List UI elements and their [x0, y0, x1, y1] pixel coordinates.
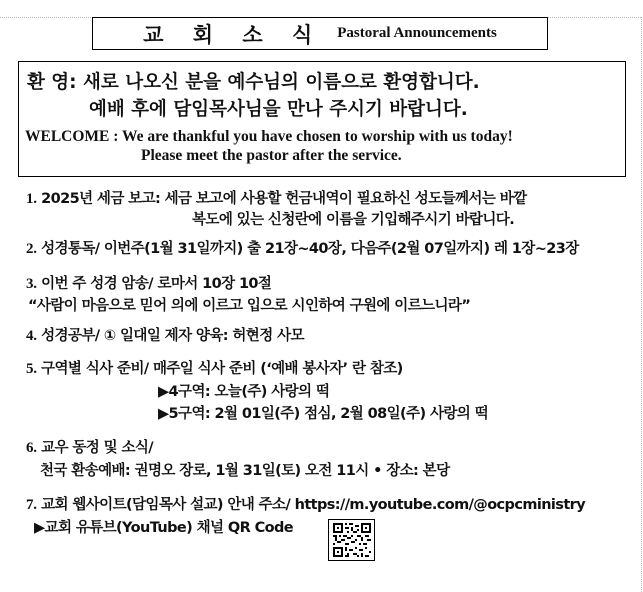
announcement-text: 구역별 식사 준비/ 매주일 식사 준비 (‘예배 봉사자’ 란 참조): [41, 361, 403, 377]
page-title-korean: 교 회 소 식: [143, 22, 324, 47]
qr-code-icon: [333, 523, 371, 557]
announcement-3-line-2: [28, 294, 470, 315]
announcement-7-line-2: [34, 516, 293, 537]
announcement-number: 2.: [26, 241, 37, 257]
welcome-box: [18, 61, 626, 177]
welcome-english-line-1: WELCOME : We are thankful you have chosen to worship with us today!: [25, 128, 513, 145]
announcement-5-line-2: [158, 380, 329, 401]
announcement-6-line-2: [40, 459, 450, 480]
announcement-1-line-2: [192, 208, 514, 229]
announcement-number: 7.: [26, 497, 37, 513]
announcement-text: 성경통독/ 이번주(1월 31일까지) 출 21장~40장, 다음주(2월 07일까지) 레 1장~23장: [41, 241, 579, 257]
welcome-korean-line-1: 환 영: 새로 나오신 분을 예수님의 이름으로 환영합니다.: [27, 72, 480, 93]
announcement-text: 교우 동정 및 소식/: [41, 440, 153, 456]
youtube-qr-label: ▶교회 유튜브(YouTube) 채널 QR Code: [34, 520, 294, 536]
announcement-7-line-1: [26, 493, 585, 514]
welcome-korean-line-2: 예배 후에 담임목사님을 만나 주시기 바랍니다.: [89, 99, 468, 120]
page-title-english: Pastoral Announcements: [337, 25, 497, 41]
announcement-3-line-1: [26, 272, 271, 293]
funeral-service-notice: 천국 환송예배: 권명오 장로, 1월 31일(토) 오전 11시 • 장소: 본당: [40, 463, 450, 479]
memory-verse-quote: “사람이 마음으로 믿어 의에 이르고 입으로 시인하여 구원에 이르느니라”: [28, 298, 471, 314]
qr-code-box[interactable]: [328, 519, 375, 561]
group-meal-item: ▶4구역: 오늘(주) 사랑의 떡: [158, 384, 330, 400]
website-link-text[interactable]: 교회 웹사이트(담임목사 설교) 안내 주소/ https://m.youtube.com/@ocpcministry: [41, 497, 586, 513]
page-border-right: [641, 17, 642, 592]
announcement-1-line-1: [26, 187, 527, 208]
announcement-text: 성경공부/ ① 일대일 제자 양육: 허현정 사모: [41, 328, 304, 344]
announcement-text: 2025년 세금 보고: 세금 보고에 사용할 헌금내역이 필요하신 성도들께서는 바깥: [41, 191, 527, 207]
announcement-number: 6.: [26, 440, 37, 456]
announcement-4-line-1: [26, 324, 304, 345]
announcement-text: 복도에 있는 신청란에 이름을 기입해주시기 바랍니다.: [192, 212, 515, 228]
welcome-english-line-2: Please meet the pastor after the service.: [141, 147, 402, 164]
announcement-number: 4.: [26, 328, 37, 344]
announcement-text: 이번 주 성경 암송/ 로마서 10장 10절: [41, 276, 272, 292]
group-meal-item: ▶5구역: 2월 01일(주) 점심, 2월 08일(주) 사랑의 떡: [158, 406, 489, 422]
page-title-box: [92, 17, 548, 50]
announcement-number: 3.: [26, 276, 37, 292]
announcement-number: 1.: [26, 191, 37, 207]
announcement-2-line-1: [26, 237, 579, 258]
announcement-5-line-1: [26, 357, 403, 378]
announcement-number: 5.: [26, 361, 37, 377]
announcement-5-line-3: [158, 402, 488, 423]
announcement-6-line-1: [26, 436, 153, 457]
